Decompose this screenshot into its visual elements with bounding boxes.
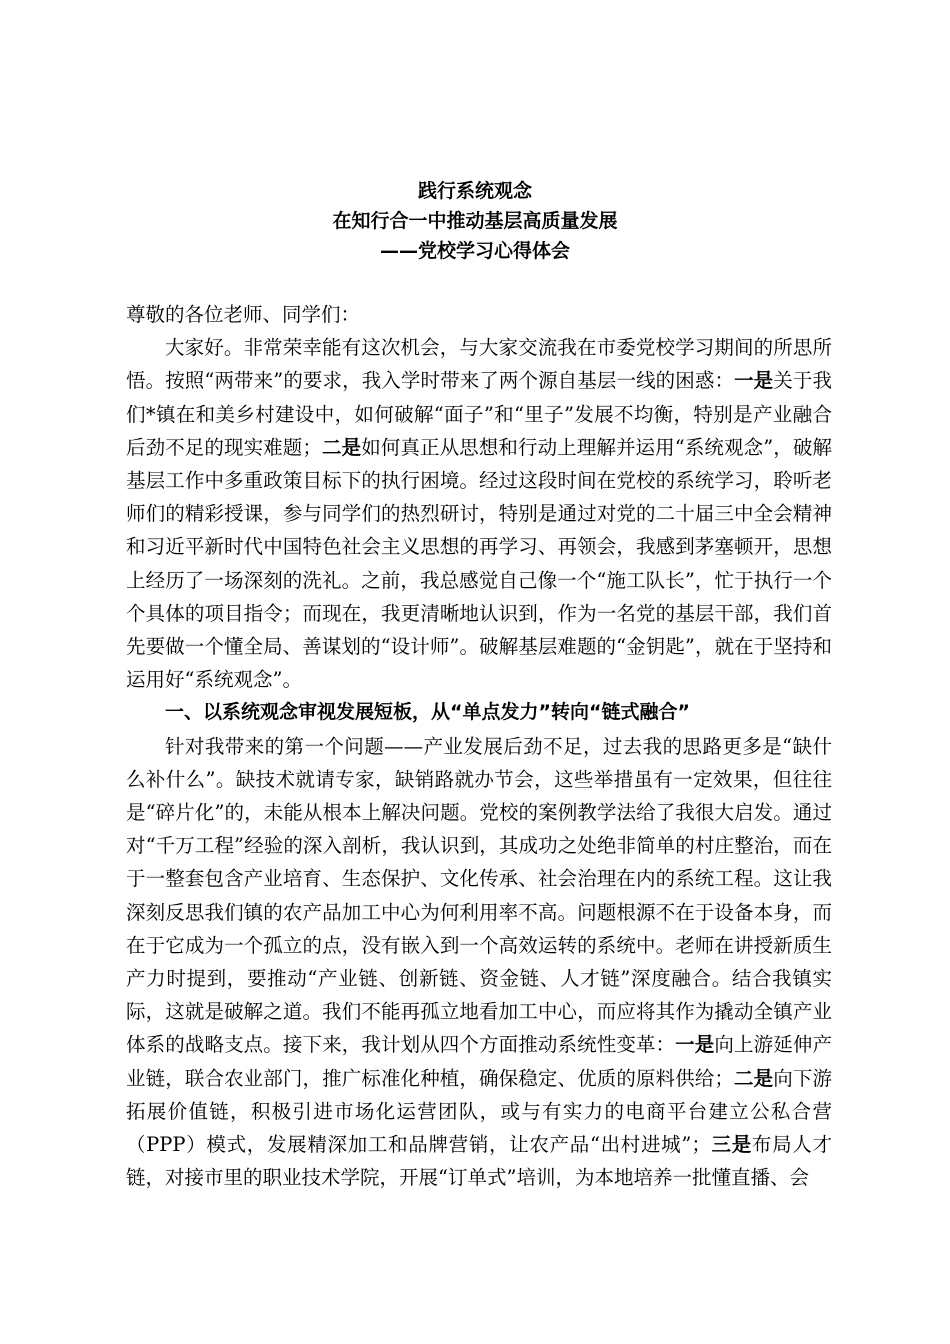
- section-1-text-3: 向下游拓展价值链，积极引进市场化运营团队，或与有实力的电商平台建立公私合营（PPP）模式，发展精深加工和品牌营销，让农产品“出村进城”；: [126, 1066, 832, 1157]
- section-1-text-2: 向上游延伸产业链，联合农业部门，推广标准化种植，确保稳定、优质的原料供给；: [126, 1033, 832, 1090]
- salutation: 尊敬的各位老师、同学们：: [126, 303, 361, 326]
- section-1-point-2-marker: 二是: [733, 1066, 774, 1090]
- title-sub: 在知行合一中推动基层高质量发展: [332, 210, 618, 232]
- section-1-heading: 一、以系统观念审视发展短板，从“单点发力”转向“链式融合”: [165, 701, 690, 724]
- intro-text-3: 如何真正从思想和行动上理解并运用“系统观念”，破解基层工作中多重政策目标下的执行困境。经过这段时间在党校的系统学习，聆听老师们的精彩授课，参与同学们的热烈研讨，特别是通过对党的二十届三中全会精神和习近平新时代中国特色社会主义思想的再学习、再领会，我感到茅塞顿开，思想上经历了一场深刻的洗礼。之前，我总感觉自己像一个“施工队长”，忙于执行一个个具体的项目指令；而现在，我更清晰地认识到，作为一名党的基层干部，我们首先要做一个懂全局、善谋划的“设计师”。破解基层难题的“金钥匙”，就在于坚持和运用好“系统观念”。: [126, 435, 832, 692]
- document-title: [0, 176, 950, 266]
- intro-point-1-marker: 一是: [734, 369, 774, 393]
- section-1-paragraph: [126, 730, 832, 1195]
- document-body: [126, 298, 832, 1194]
- section-1-text-1: 针对我带来的第一个问题——产业发展后劲不足，过去我的思路更多是“缺什么补什么”。缺技术就请专家，缺销路就办节会，这些举措虽有一定效果，但往往是“碎片化”的，未能从根本上解决问题。党校的案例教学法给了我很大启发。通过对“千万工程”经验的深入剖析，我认识到，其成功之处绝非简单的村庄整治，而在于一整套包含产业培育、生态保护、文化传承、社会治理在内的系统工程。这让我深刻反思我们镇的农产品加工中心为何利用率不高。问题根源不在于设备本身，而在于它成为一个孤立的点，没有嵌入到一个高效运转的系统中。老师在讲授新质生产力时提到，要推动“产业链、创新链、资金链、人才链”深度融合。结合我镇实际，这就是破解之道。我们不能再孤立地看加工中心，而应将其作为撬动全镇产业体系的战略支点。接下来，我计划从四个方面推动系统性变革：: [126, 734, 832, 1057]
- section-1-text-4: 布局人才链，对接市里的职业技术学院，开展“订单式”培训，为本地培养一批懂直播、会: [126, 1133, 832, 1190]
- section-1-point-3-marker: 三是: [710, 1133, 752, 1157]
- title-main: 践行系统观念: [417, 180, 532, 202]
- section-1-point-1-marker: 一是: [675, 1033, 715, 1057]
- intro-paragraph: [126, 331, 832, 696]
- intro-text-1: 大家好。非常荣幸能有这次机会，与大家交流我在市委党校学习期间的所思所悟。按照“两带来”的要求，我入学时带来了两个源自基层一线的困惑：: [126, 336, 832, 393]
- title-subtitle: ——党校学习心得体会: [379, 240, 570, 262]
- intro-point-2-marker: 二是: [321, 435, 362, 459]
- intro-text-2: 关于我们*镇在和美乡村建设中，如何破解“面子”和“里子”发展不均衡，特别是产业融合后劲不足的现实难题；: [126, 369, 832, 459]
